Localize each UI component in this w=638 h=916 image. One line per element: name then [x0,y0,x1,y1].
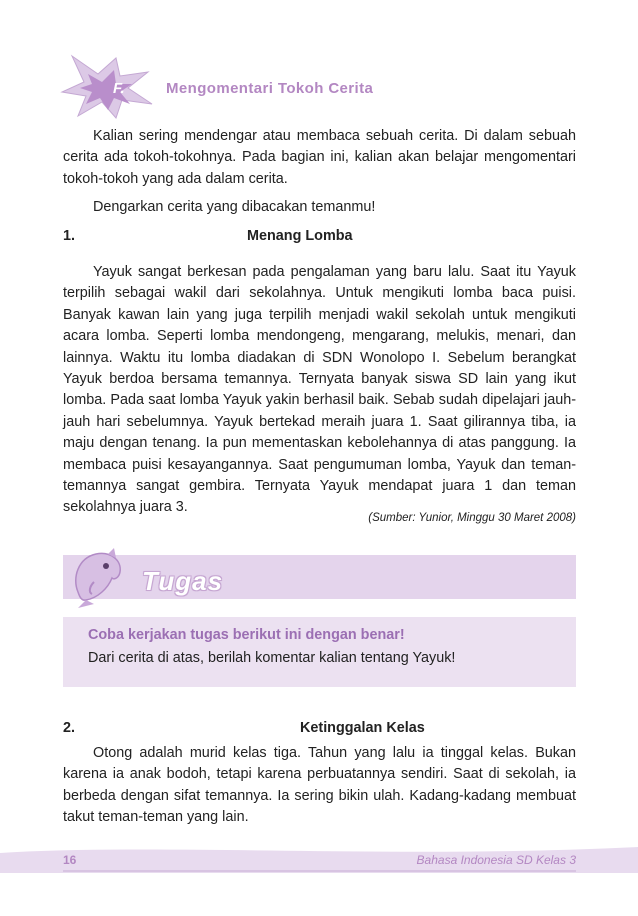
dolphin-icon [68,548,130,610]
story-text: Otong adalah murid kelas tiga. Tahun yang lalu ia tinggal kelas. Bukan karena ia anak bodoh, tetapi karena perbuatannya sendiri. Saat di sekolah, ia berbeda dengan sifat temannya. Ia sering bikin ulah. Kadang-kadang membuat takut teman-teman yang lain. [63,745,576,826]
page-number: 16 [63,853,77,867]
starburst-icon [58,52,154,122]
story-number: 2. [63,720,76,736]
section-letter: F. [113,80,125,97]
story-source: (Sumber: Yunior, Minggu 30 Maret 2008) [368,512,576,524]
story-text: Yayuk sangat berkesan pada pengalaman yang baru lalu. Saat itu Yayuk terpilih sebagai wakil dari sekolahnya. Untuk mengikuti lomba baca puisi. Banyak kawan lain yang juga terpilih menjadi wakil sekolah untuk mengikuti acara lomba. Seperti lomba mendongeng, mengarang, melukis, menari, dan lainnya. Waktu itu lomba diadakan di SDN Wonolopo I. Sebelum berangkat Yayuk berdoa bersama temannya. Ternyata banyak siswa SD lain yang ikut lomba. Pada saat lomba Yayuk yakin berhasil baik. Sebab sudah dipelajari jauh-jauh hari sebelumnya. Yayuk bertekad meraih juara 1. Saat gilirannya tiba, ia maju dengan tenang. Ia pun mementaskan kebolehannya di atas panggung. Ia membaca puisi kesayangannya. Saat pengumuman lomba, Yayuk dan teman-temannya sangat gembira. Ternyata Yayuk mendapat juara 1 dan teman sekolahnya juara 3. [63,264,576,516]
tugas-label: Tugas [142,566,224,596]
tugas-instruction: Coba kerjakan tugas berikut ini dengan benar! [88,627,405,643]
section-title: Mengomentari Tokoh Cerita [166,80,374,97]
book-title: Bahasa Indonesia SD Kelas 3 [416,853,576,867]
intro-paragraph: Kalian sering mendengar atau membaca sebuah cerita. Di dalam sebuah cerita ada tokoh-tokohnya. Pada bagian ini, kalian akan belajar mengomentari tokoh-tokoh yang ada dalam cerita. [63,128,576,187]
story-title: Ketinggalan Kelas [300,720,425,736]
tugas-banner [63,555,576,599]
intro-instruction: Dengarkan cerita yang dibacakan temanmu! [93,199,376,215]
tugas-question: Dari cerita di atas, berilah komentar kalian tentang Yayuk! [88,650,456,666]
story-title: Menang Lomba [247,228,353,244]
story-number: 1. [63,228,76,244]
